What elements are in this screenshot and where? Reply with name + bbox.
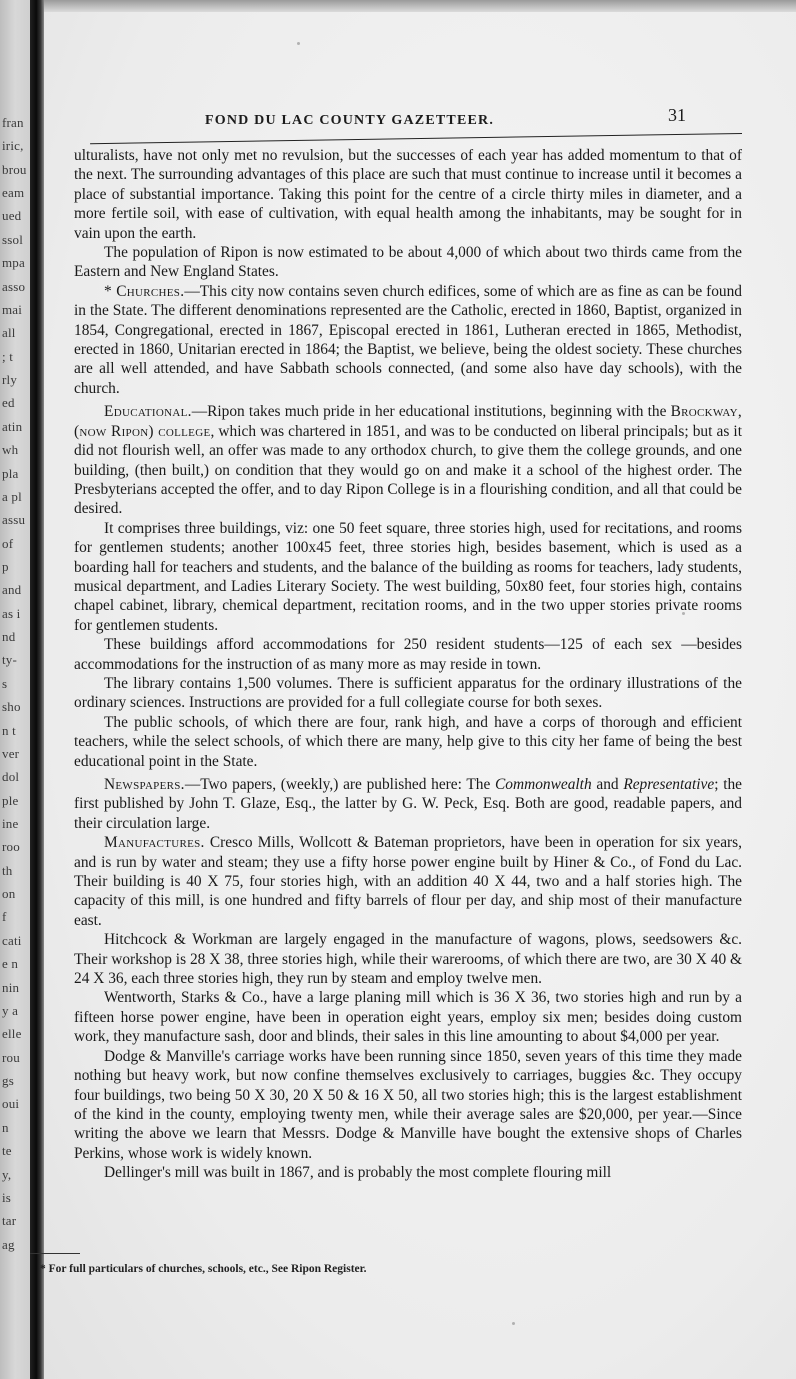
facing-page-fragment: rly xyxy=(2,372,18,388)
facing-page-fragment: ; t xyxy=(2,348,14,364)
section-lead-churches: * Churches. xyxy=(104,282,185,300)
facing-page-fragment: n t xyxy=(2,722,16,738)
paragraph-public-schools xyxy=(74,713,742,771)
facing-page-fragment: gs xyxy=(2,1073,14,1089)
paragraph-library xyxy=(74,674,742,713)
facing-page-fragment: s xyxy=(2,675,8,691)
book-gutter xyxy=(30,0,44,1379)
facing-page-fragment: ine xyxy=(2,816,19,832)
paragraph-text: ulturalists, have not only met no revulsion, but the successes of each year has added momentum to that of the next. The surrounding advantages of this place are such that must continue to increase until it becomes a place of substantial importance. Taking this point for the centre of a circle thirty miles in diameter, and a more fertile soil, with ease of cultivation, with equal health among the inhabitants, may be sought for in vain upon the earth. xyxy=(74,147,742,242)
paragraph-educational xyxy=(74,402,742,518)
paragraph-newspapers xyxy=(74,775,742,833)
newspaper-name: Commonwealth xyxy=(495,776,592,793)
paragraph-text: and xyxy=(591,776,624,793)
paragraph-hitchcock xyxy=(74,930,742,988)
facing-page-fragment: of xyxy=(2,535,14,551)
facing-page-fragment: ed xyxy=(2,395,15,411)
paragraph-wentworth xyxy=(74,988,742,1046)
facing-page-fragment: as i xyxy=(2,605,21,621)
facing-page-fragment: all xyxy=(2,325,16,341)
facing-page-fragment: nd xyxy=(2,629,16,645)
paragraph-manufactures xyxy=(74,833,742,930)
paragraph-accommodations xyxy=(74,635,742,674)
facing-page-fragment: pla xyxy=(2,465,19,481)
facing-page-fragment: brou xyxy=(2,161,27,177)
paragraph-text: Hitchcock & Workman are largely engaged in the manufacture of wagons, plows, seedsowers &c. Their workshop is 28 X 38, three stories high, while their warerooms, of which there are two, are 30 X 40 & 24 X 36, each three stories high, they run by steam and employ twelve men. xyxy=(74,931,742,988)
facing-page-fragment: nin xyxy=(2,979,20,995)
page-number: 31 xyxy=(668,105,686,125)
section-lead-newspapers: Newspapers. xyxy=(104,776,185,793)
facing-page-fragment: wh xyxy=(2,442,19,458)
facing-page-fragment: rou xyxy=(2,1049,20,1065)
facing-page-fragment: te xyxy=(2,1143,12,1159)
paragraph-text: ; the first published by John T. Glaze, Esq., the latter by G. W. Peck, Esq. Both are good, readable papers, and their circulation large. xyxy=(74,776,743,832)
facing-page-fragment: e n xyxy=(2,956,19,972)
facing-page-fragment: p xyxy=(2,558,9,574)
paragraph-text: The population of Ripon is now estimated to be about 4,000 of which about two thirds came from the Eastern and New England States. xyxy=(74,244,742,281)
facing-page-fragment: iric, xyxy=(2,138,24,154)
facing-page-fragment: dol xyxy=(2,769,20,785)
paragraph-text: Wentworth, Starks & Co., have a large planing mill which is 36 X 36, two stories high and run by a fifteen horse power engine, have been in operation eight years, employ six men; besides doing custom work, they manufacture sash, door and blinds, their sales in this line amounting to about $4,000 per year. xyxy=(74,989,742,1046)
paragraph-text: , which was chartered in 1851, and was to be conducted on liberal principals; but as it did not flourish well, an offer was made to any orthodox church, to give them the college grounds, and one building, (then built,) on condition that they would go on and make it a school of the highest order. The Presbyterians accepted the offer, and to day Ripon College is in a flourishing condition, and all that could be desired. xyxy=(74,422,742,518)
paragraph-text: The public schools, of which there are four, rank high, and have a corps of thorough and efficient teachers, while the select schools, of which there are many, help give to this city her fame of being the best educational point in the State. xyxy=(74,713,742,770)
newspaper-name: Representative xyxy=(623,776,715,793)
paragraph-buildings xyxy=(74,519,742,635)
paper-speck xyxy=(512,1322,515,1325)
facing-page-fragment: assu xyxy=(2,512,26,528)
facing-page-fragment: tar xyxy=(2,1213,17,1229)
facing-page-fragment: ag xyxy=(2,1236,15,1252)
paragraph-text: —Ripon takes much pride in her educational institutions, beginning with the xyxy=(191,403,671,421)
paragraph-text: Dodge & Manville's carriage works have been running since 1850, seven years of this time they made nothing but heavy work, but now confine themselves exclusively to carriages, buggies &c. They occupy four buildings, two being 50 X 30, 20 X 50 & 16 X 50, all two stories high; this is the largest establishment of the kind in the county, employing twenty men, while their average sales are $20,000, per year.—Since writing the above we learn that Messrs. Dodge & Manville have bought the extensive shops of Charles Perkins, whose work is widely known. xyxy=(74,1047,742,1162)
facing-page-fragment: a pl xyxy=(2,488,22,504)
section-lead-educational: Educational. xyxy=(104,403,192,421)
facing-page-fragment: and xyxy=(2,582,22,598)
paragraph-text: The library contains 1,500 volumes. There is sufficient apparatus for the ordinary illustrations of the ordinary sciences. Instructions are provided for a full collegiate course for both sexes. xyxy=(74,674,742,712)
paragraph-dellinger xyxy=(74,1163,742,1182)
facing-page-fragment: atin xyxy=(2,418,23,434)
facing-page-fragment: elle xyxy=(2,1026,22,1042)
paragraph-text: It comprises three buildings, viz: one 50 feet square, three stories high, used for recitations, and rooms for gentlemen students; another 100x45 feet, three stories high, besides basement, which is used as a boarding hall for teachers and students, and the balance of the building as rooms for teachers, lady students, musical department, and Ladies Literary Society. The west building, 50x80 feet, four stories high, contains chapel cabinet, library, chemical department, recitation rooms, and in the two upper stories private rooms for gentlemen students. xyxy=(74,519,742,634)
paragraph-population xyxy=(74,243,742,282)
facing-page-fragment: ver xyxy=(2,745,20,761)
paragraph-text: Dellinger's mill was built in 1867, and is probably the most complete flouring mill xyxy=(104,1164,612,1182)
paragraph-continuation xyxy=(74,146,742,243)
facing-page-fragment: is xyxy=(2,1189,12,1205)
paragraph-text: These buildings afford accommodations for 250 resident students—125 of each sex —besides accommodations for the instruction of as many more as may reside in town. xyxy=(74,636,742,673)
facing-page-fragment: ple xyxy=(2,792,19,808)
paragraph-dodge-manville xyxy=(74,1047,742,1163)
section-lead-manufactures: Manufactures. xyxy=(104,834,205,852)
paragraph-churches xyxy=(74,282,742,398)
paragraph-text: —This city now contains seven church edifices, some of which are as fine as can be found in the State. The different denominations represented are the Catholic, erected in 1860, Baptist, organized in 1854, Congregational, erected in 1867, Episcopal erected in 1861, Lutheran erected in 1865, Methodist, erected in 1860, Unitarian erected in 1864; the Baptist, we believe, being the oldest society. These churches are all well attended, and have Sabbath schools connected, (and some also have day schools), with the church. xyxy=(74,282,742,397)
facing-page-fragment: ssol xyxy=(2,231,24,247)
facing-page-fragment: ued xyxy=(2,208,22,224)
facing-page-fragment: eam xyxy=(2,185,25,201)
facing-page-fragment: f xyxy=(2,909,7,925)
facing-page-fragment: fran xyxy=(2,115,24,130)
facing-page-fragment: y, xyxy=(2,1166,12,1182)
facing-page-fragment: oui xyxy=(2,1096,20,1112)
facing-page-fragment: asso xyxy=(2,278,26,294)
facing-page-fragment: roo xyxy=(2,839,20,855)
footnote-rule xyxy=(30,1253,80,1254)
facing-page-fragment: sho xyxy=(2,699,21,715)
paragraph-text: Cresco Mills, Wollcott & Bateman proprietors, have been in operation for six years, and is run by water and steam; they use a fifty horse power engine built by Hiner & Co., of Fond du Lac. Their building is 40 X 75, four stories high, with an addition 40 X 44, two and a half stories high. The capacity of this mill, is one hundred and fifty barrels of flour per day, and ship most of their manufacture east. xyxy=(74,834,742,929)
facing-page-fragment: y a xyxy=(2,1002,19,1018)
facing-page-fragment: th xyxy=(2,862,13,878)
facing-page-fragment: ty- xyxy=(2,652,18,668)
facing-page-fragment: on xyxy=(2,886,16,902)
paper-speck xyxy=(297,42,300,45)
facing-page-fragment: cati xyxy=(2,932,22,948)
facing-page-fragment: n xyxy=(2,1119,9,1135)
footnote: * For full particulars of churches, schools, etc., See Ripon Register. xyxy=(40,1263,367,1275)
facing-page-fragment: mpa xyxy=(2,255,25,271)
college-name: Brockway, (now Ripon) college xyxy=(74,403,742,440)
facing-page-fragment: mai xyxy=(2,301,23,317)
article-body xyxy=(74,146,742,1183)
running-title: FOND DU LAC COUNTY GAZETTEER. xyxy=(205,113,495,128)
paragraph-text: —Two papers, (weekly,) are published here: The xyxy=(184,776,496,793)
